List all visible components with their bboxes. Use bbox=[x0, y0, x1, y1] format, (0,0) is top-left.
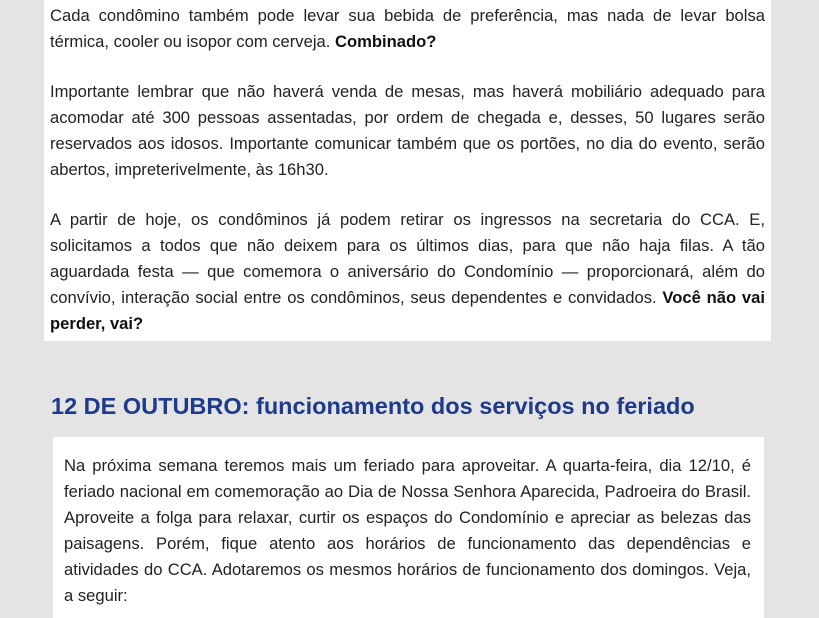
top-content-card bbox=[44, 0, 771, 341]
holiday-paragraph: Na próxima semana teremos mais um feriado para aproveitar. A quarta-feira, dia 12/10, é feriado nacional em comemoração ao Dia de Nossa Senhora Aparecida, Padroeira do Brasil. Aproveite a folga para relaxar, curtir os espaços do Condomínio e apreciar as belezas das paisagens. Porém, fique atento aos horários de funcionamento das dependências e atividades do CCA. Adotaremos os mesmos horários de funcionamento dos domingos. Veja, a seguir: bbox=[64, 456, 751, 605]
tickets-bold-text: Você não vai perder, vai? bbox=[50, 288, 766, 333]
beverage-text: Cada condômino também pode levar sua bebida de preferência, mas nada de levar bolsa térmica, cooler ou isopor com cerveja. bbox=[50, 6, 765, 51]
beverage-bold-text: Combinado? bbox=[334, 32, 437, 51]
holiday-section-title: 12 DE OUTUBRO: funcionamento dos serviços no feriado bbox=[51, 393, 695, 419]
tickets-paragraph bbox=[50, 207, 765, 337]
tickets-text: A partir de hoje, os condôminos já podem retirar os ingressos na secretaria do CCA. E, solicitamos a todos que não deixem para os últimos dias, para que não haja filas. A tão aguardada festa — que comemora o aniversário do Condomínio — proporcionará, além do convívio, interação social entre os condôminos, seus dependentes e convidados. bbox=[50, 210, 765, 307]
seating-paragraph bbox=[50, 79, 765, 183]
holiday-content-card bbox=[53, 437, 764, 618]
seating-text: Importante lembrar que não haverá venda de mesas, mas haverá mobiliário adequado para acomodar até 300 pessoas assentadas, por ordem de chegada e, desses, 50 lugares serão reservados aos idosos. Importante comunicar também que os portões, no dia do evento, serão abertos, impreterivelmente, às 16h30. bbox=[50, 82, 765, 179]
beverage-paragraph bbox=[50, 3, 765, 55]
